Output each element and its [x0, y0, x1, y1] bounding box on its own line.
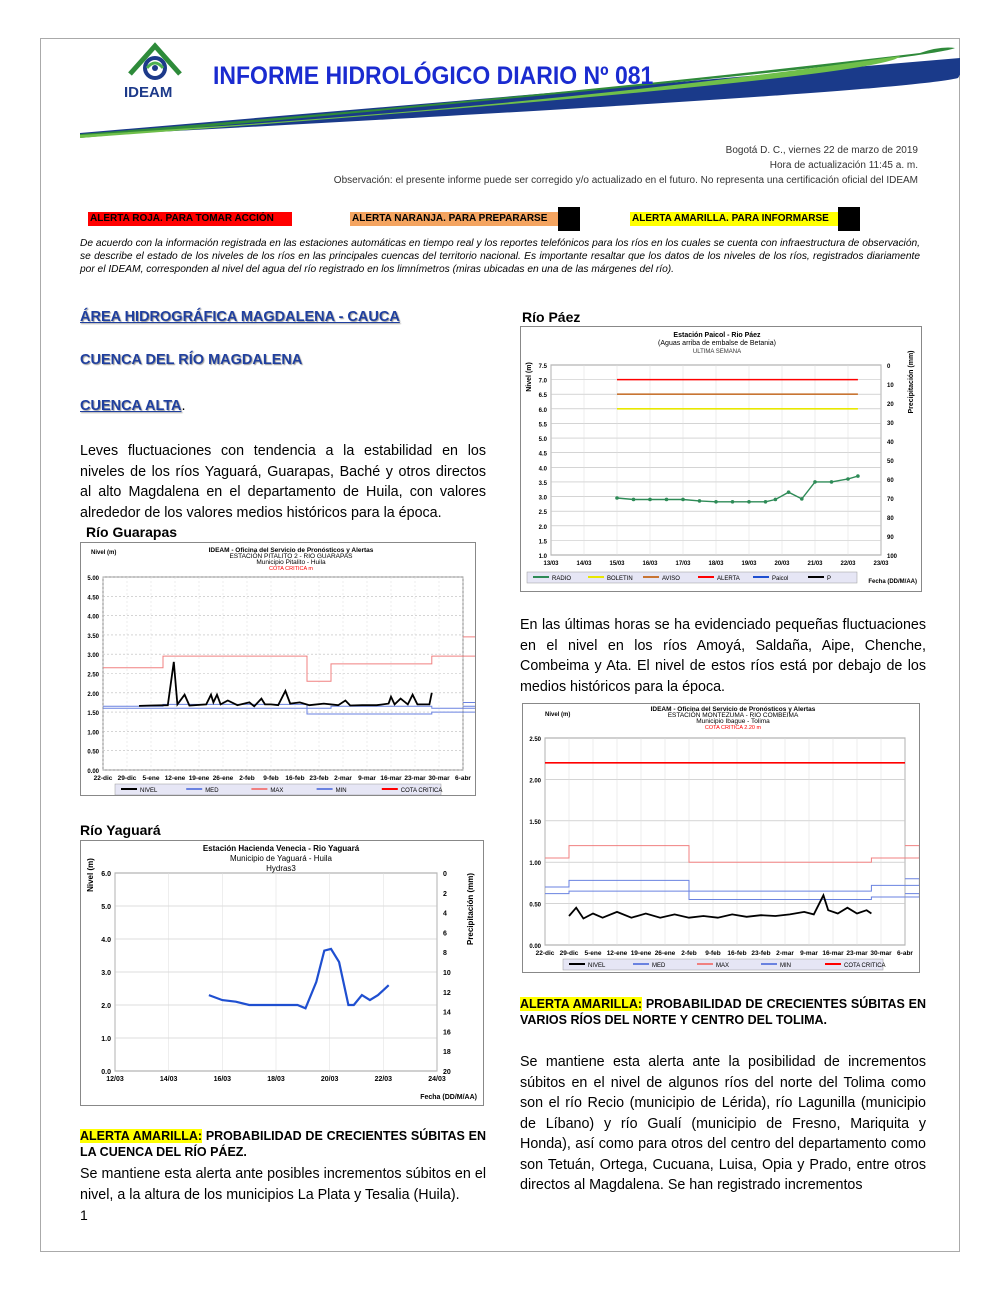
cuenca-alta-suffix: .	[181, 398, 186, 414]
x-tick-label: 19-ene	[188, 775, 210, 782]
y2-tick-label: 12	[443, 989, 451, 997]
x-tick-label: 18/03	[708, 561, 724, 567]
chart-subtitle: ULTIMA SEMANA	[692, 349, 742, 355]
x-tick-label: 22/03	[840, 561, 856, 567]
chart-title-line: Estación Hacienda Venecia - Rio Yaguará	[202, 844, 360, 853]
y2-tick-label: 0	[443, 871, 447, 878]
alert-yellow-tag: ALERTA AMARILLA. PARA INFORMARSE	[630, 212, 844, 226]
data-point	[665, 498, 669, 502]
legend-label: MED	[205, 788, 219, 794]
data-point	[731, 500, 735, 504]
chart-title-line: (Aguas arriba de embalse de Betania)	[658, 340, 776, 347]
data-point	[632, 498, 636, 502]
x-tick-label: 23/03	[873, 561, 889, 567]
series-nivel	[569, 895, 871, 918]
legend-label: P	[827, 576, 832, 582]
alert-orange-tag: ALERTA NARANJA. PARA PREPARARSE	[350, 212, 564, 226]
y-tick-label: 2.00	[87, 691, 99, 698]
legend-box	[527, 572, 857, 583]
legend-label: NIVEL	[140, 788, 158, 794]
y-axis-label: Nivel (m)	[91, 550, 117, 556]
chart-title-line: ESTACIÓN PITALITO 2 - RIO GUARAPAS	[229, 553, 353, 560]
cuenca-alta-heading	[80, 398, 186, 414]
x-tick-label: 14/03	[576, 561, 592, 567]
y-tick-label: 0.00	[87, 769, 99, 775]
y-tick-label: 0.0	[101, 1069, 111, 1076]
y-tick-label: 3.50	[87, 633, 99, 640]
logo-text: IDEAM	[124, 84, 173, 101]
chart-subtitle: COTA CRITICA 2.20 m	[704, 725, 762, 731]
y-tick-label: 4.50	[87, 595, 99, 602]
y-tick-label: 3.5	[538, 480, 547, 487]
x-tick-label: 18/03	[267, 1076, 285, 1083]
x-tick-label: 23-mar	[846, 950, 868, 957]
x-tick-label: 5-ene	[584, 950, 602, 957]
x-tick-label: 29-dic	[559, 950, 579, 957]
y-axis-label: Nivel (m)	[545, 712, 571, 718]
black-box	[838, 207, 860, 231]
chart-subtitle: COTA CRITICA m	[269, 566, 313, 572]
y2-tick-label: 6	[443, 930, 447, 938]
y2-tick-label: 16	[443, 1029, 451, 1037]
y-tick-label: 5.0	[101, 904, 111, 911]
y-tick-label: 3.0	[538, 495, 547, 502]
legend-label: RADIO	[552, 576, 572, 582]
data-point	[698, 499, 702, 503]
x-tick-label: 19-ene	[630, 950, 652, 957]
chart-title-line: IDEAM - Oficina del Servicio de Pronósticos y Alertas	[208, 547, 374, 554]
y-tick-label: 1.5	[538, 539, 547, 546]
paez-alert-text: PROBABILIDAD DE CRECIENTES SÚBITAS EN LA CUENCA DEL RÍO PÁEZ.	[80, 1129, 486, 1159]
chart-title-line: Estación Paicol - Rio Páez	[673, 332, 761, 339]
y2-tick-label: 14	[443, 1009, 451, 1017]
x-tick-label: 12-ene	[606, 950, 628, 957]
data-point	[615, 496, 619, 500]
y-tick-label: 6.0	[101, 871, 111, 878]
y-tick-label: 2.00	[529, 778, 541, 785]
y-axis-label: Nivel (m)	[526, 362, 533, 392]
data-point	[856, 474, 860, 478]
x-tick-label: 9-mar	[800, 950, 818, 957]
legend-label: MIN	[780, 963, 791, 969]
y-tick-label: 0.50	[87, 749, 99, 756]
paez-label: Río Páez	[522, 309, 581, 325]
legend-label: MIN	[335, 788, 347, 794]
y-tick-label: 1.50	[529, 819, 541, 826]
y2-tick-label: 80	[887, 516, 894, 522]
chart-title-line: ESTACIÓN MONTEZUMA - RIO COMBEIMA	[667, 712, 799, 719]
y2-tick-label: 18	[443, 1049, 451, 1057]
yaguara-chart	[80, 840, 484, 1106]
x-axis-label: Fecha (DD/M/AA)	[868, 579, 917, 585]
data-point	[846, 477, 850, 481]
area-heading: ÁREA HIDROGRÁFICA MAGDALENA - CAUCA	[80, 309, 400, 325]
data-point	[714, 500, 718, 504]
x-tick-label: 29-dic	[117, 775, 137, 782]
y-tick-label: 4.0	[101, 937, 111, 944]
x-tick-label: 13/03	[543, 561, 559, 567]
y-tick-label: 4.00	[87, 614, 99, 621]
guarapas-chart	[80, 542, 476, 796]
x-tick-label: 22/03	[374, 1076, 393, 1083]
x-tick-label: 20/03	[320, 1076, 339, 1083]
x-tick-label: 14/03	[159, 1076, 178, 1083]
tolima-alert-text: PROBABILIDAD DE CRECIENTES SÚBITAS EN VARIOS RÍOS DEL NORTE Y CENTRO DEL TOLIMA.	[520, 997, 926, 1027]
y-tick-label: 2.5	[538, 510, 547, 517]
x-tick-label: 24/03	[428, 1076, 446, 1083]
legend-label: ALERTA	[717, 576, 740, 582]
paez-svg	[521, 327, 921, 591]
y-tick-label: 1.00	[529, 861, 541, 868]
y-tick-label: 6.0	[538, 407, 547, 414]
legend-label: MAX	[270, 788, 284, 794]
data-point	[648, 498, 652, 502]
x-tick-label: 21/03	[807, 561, 823, 567]
y-tick-label: 3.00	[87, 653, 99, 660]
x-tick-label: 6-abr	[455, 775, 471, 782]
legend-label: COTA CRITICA	[844, 963, 886, 969]
combeima-chart	[522, 703, 920, 973]
y-tick-label: 2.50	[529, 737, 541, 743]
tolima-alert-tag: ALERTA AMARILLA:	[520, 997, 643, 1011]
y-tick-label: 4.5	[538, 451, 547, 458]
x-tick-label: 26-ene	[212, 775, 234, 782]
chart-title-line: Municipio de Yaguará - Huila	[230, 854, 332, 863]
legend-label: Paicol	[772, 576, 789, 582]
y2-tick-label: 20	[443, 1069, 451, 1076]
page-number: 1	[80, 1207, 88, 1223]
y-tick-label: 1.50	[87, 711, 99, 718]
series-max	[103, 637, 475, 681]
data-point	[813, 480, 817, 484]
data-point	[681, 498, 685, 502]
guarapas-svg	[81, 543, 475, 795]
legend-label: AVISO	[662, 576, 680, 582]
y-tick-label: 4.0	[538, 466, 547, 473]
legend-label: NIVEL	[588, 963, 606, 969]
legend-label: MAX	[716, 963, 730, 969]
y2-tick-label: 2	[443, 890, 447, 898]
x-tick-label: 2-mar	[776, 950, 794, 957]
report-title: INFORME HIDROLÓGICO DIARIO Nº 081	[213, 62, 654, 90]
data-point	[764, 500, 768, 504]
tolima-alert-body: Se mantiene esta alerta ante la posibilidad de incrementos súbitos en el nivel de algunos ríos del norte del Tolima como son el río Recio (municipio de Lérida), río Lagunilla (municipio de Líbano) y río Gualí (municipio de Fresno, Mariquita y Honda), así como para otros del centro del departamento como son Tetuán, Ortega, Cucuana, Luisa, Opia y Prado, entre otros directos al Magdalena. Se han registrado incrementos	[520, 1054, 926, 1193]
y-tick-label: 5.00	[87, 576, 99, 582]
x-tick-label: 30-mar	[870, 950, 892, 957]
y2-tick-label: 60	[887, 478, 894, 484]
y2-axis-label: Precipitación (mm)	[466, 872, 475, 946]
y2-tick-label: 50	[887, 459, 894, 465]
legend-label: MED	[652, 963, 666, 969]
x-tick-label: 23-feb	[751, 950, 771, 957]
y-tick-label: 2.0	[101, 1003, 111, 1010]
x-tick-label: 9-feb	[705, 950, 721, 957]
y2-tick-label: 90	[887, 535, 894, 541]
x-tick-label: 9-mar	[358, 775, 376, 782]
y-tick-label: 7.0	[538, 378, 547, 385]
combeima-svg	[523, 704, 919, 972]
x-tick-label: 20/03	[774, 561, 790, 567]
series-nivel	[209, 949, 389, 1008]
observation-line: Observación: el presente informe puede ser corregido y/o actualizado en el futuro. No representa una certificación oficial del IDEAM	[333, 175, 918, 186]
x-tick-label: 2-feb	[681, 950, 697, 957]
y2-tick-label: 100	[887, 554, 898, 560]
y2-axis-label: Precipitación (mm)	[908, 350, 915, 414]
y2-tick-label: 30	[887, 421, 894, 427]
data-point	[787, 490, 791, 494]
x-tick-label: 12/03	[106, 1076, 124, 1083]
data-point	[800, 497, 804, 501]
y2-tick-label: 10	[443, 970, 451, 977]
series-radio	[617, 476, 858, 502]
y-axis-label: Nivel (m)	[86, 858, 95, 892]
y2-tick-label: 20	[887, 402, 894, 408]
y-tick-label: 3.0	[101, 970, 111, 977]
y-tick-label: 0.50	[529, 902, 541, 909]
intro-text: De acuerdo con la información registrada en las estaciones automáticas en tiempo real y los reportes telefónicos para los ríos en los cuales se cuenta con infraestructura de observación, se describe el estado de los niveles de los ríos en las principales cuencas del territorio nacional. Es importante resaltar que los datos de los niveles de los ríos, registrados diariamente por el IDEAM, corresponden al nivel del agua del río registrado en los limnímetros (miras ubicadas en una de las márgenes del río).	[80, 238, 920, 275]
x-tick-label: 16-feb	[727, 950, 747, 957]
x-tick-label: 23-mar	[404, 775, 426, 782]
y-tick-label: 0.00	[529, 944, 541, 950]
series-nivel	[139, 662, 432, 706]
x-tick-label: 2-feb	[239, 775, 255, 782]
legend-label: COTA CRITICA	[400, 788, 443, 794]
chart-title-line: IDEAM - Oficina del Servicio de Pronósticos y Alertas	[650, 706, 816, 713]
y-tick-label: 7.5	[538, 364, 547, 370]
x-axis-label: Fecha (DD/M/AA)	[420, 1094, 477, 1101]
cuenca-alta-text: CUENCA ALTA	[80, 398, 182, 414]
y-tick-label: 1.0	[538, 554, 547, 560]
x-tick-label: 2-mar	[334, 775, 352, 782]
x-tick-label: 22-dic	[535, 950, 555, 957]
x-tick-label: 30-mar	[428, 775, 450, 782]
x-tick-label: 9-feb	[263, 775, 279, 782]
x-tick-label: 16-feb	[285, 775, 305, 782]
chart-title-line: Municipio Ibague - Tolima	[696, 718, 770, 725]
paez-alert-body: Se mantiene esta alerta ante posibles incrementos súbitos en el nivel, a la altura de los municipios La Plata y Tesalia (Huila).	[80, 1166, 486, 1203]
x-tick-label: 16/03	[213, 1076, 232, 1083]
y-tick-label: 1.0	[101, 1036, 111, 1043]
update-line: Hora de actualización 11:45 a. m.	[769, 160, 918, 171]
y2-tick-label: 40	[887, 440, 894, 446]
y2-tick-label: 70	[887, 497, 894, 503]
x-tick-label: 23-feb	[309, 775, 329, 782]
x-tick-label: 26-ene	[654, 950, 676, 957]
y-tick-label: 5.0	[538, 437, 547, 444]
plot-area	[545, 738, 905, 945]
alert-red-tag: ALERTA ROJA. PARA TOMAR ACCIÓN	[88, 212, 292, 226]
paez-alert-tag: ALERTA AMARILLA:	[80, 1129, 203, 1143]
y-tick-label: 2.50	[87, 672, 99, 679]
data-point	[774, 498, 778, 502]
x-tick-label: 16-mar	[380, 775, 402, 782]
y2-tick-label: 10	[887, 383, 894, 389]
x-tick-label: 15/03	[609, 561, 625, 567]
x-tick-label: 19/03	[741, 561, 757, 567]
cuenca-heading: CUENCA DEL RÍO MAGDALENA	[80, 352, 303, 368]
y-tick-label: 6.5	[538, 393, 547, 400]
series-med	[545, 879, 919, 891]
series-min	[545, 891, 919, 899]
y-tick-label: 1.00	[87, 730, 99, 737]
x-tick-label: 16-mar	[822, 950, 844, 957]
chart-title-line: Municipio Pitalito - Huila	[256, 559, 326, 566]
legend-label: BOLETIN	[607, 576, 633, 582]
y2-tick-label: 0	[887, 364, 891, 370]
y-tick-label: 5.5	[538, 422, 547, 429]
series-min	[103, 706, 475, 714]
tolima-paragraph: En las últimas horas se ha evidenciado pequeñas fluctuaciones en el nivel en los ríos Amoyá, Saldaña, Aipe, Chenche, Combeima y Ata. El nivel de estos ríos está por debajo de los medios históricos para la época.	[520, 617, 926, 695]
chart-title-line: Hydras3	[266, 864, 296, 873]
x-tick-label: 17/03	[675, 561, 691, 567]
x-tick-label: 6-abr	[897, 950, 913, 957]
paez-chart	[520, 326, 922, 592]
tolima-alert-title	[520, 996, 926, 1028]
date-line: Bogotá D. C., viernes 22 de marzo de 2019	[725, 145, 918, 156]
x-tick-label: 22-dic	[93, 775, 113, 782]
alto-magdalena-paragraph: Leves fluctuaciones con tendencia a la estabilidad en los niveles de los ríos Yaguará, Guarapas, Baché y otros directos al alto Magdalena en el departamento de Huila, con valores alrededor de los valores medios históricos para la época.	[80, 443, 486, 521]
data-point	[830, 480, 834, 484]
y2-tick-label: 8	[443, 950, 447, 958]
y-tick-label: 2.0	[538, 524, 547, 531]
series-max	[545, 846, 919, 863]
yaguara-svg	[81, 841, 483, 1105]
black-box	[558, 207, 580, 231]
y2-tick-label: 4	[443, 910, 447, 918]
yaguara-label: Río Yaguará	[80, 822, 161, 838]
x-tick-label: 5-ene	[142, 775, 160, 782]
paez-alert-title	[80, 1128, 486, 1160]
guarapas-label: Río Guarapas	[86, 524, 178, 540]
ideam-logo-icon	[122, 40, 188, 86]
x-tick-label: 16/03	[642, 561, 658, 567]
x-tick-label: 12-ene	[164, 775, 186, 782]
data-point	[747, 500, 751, 504]
